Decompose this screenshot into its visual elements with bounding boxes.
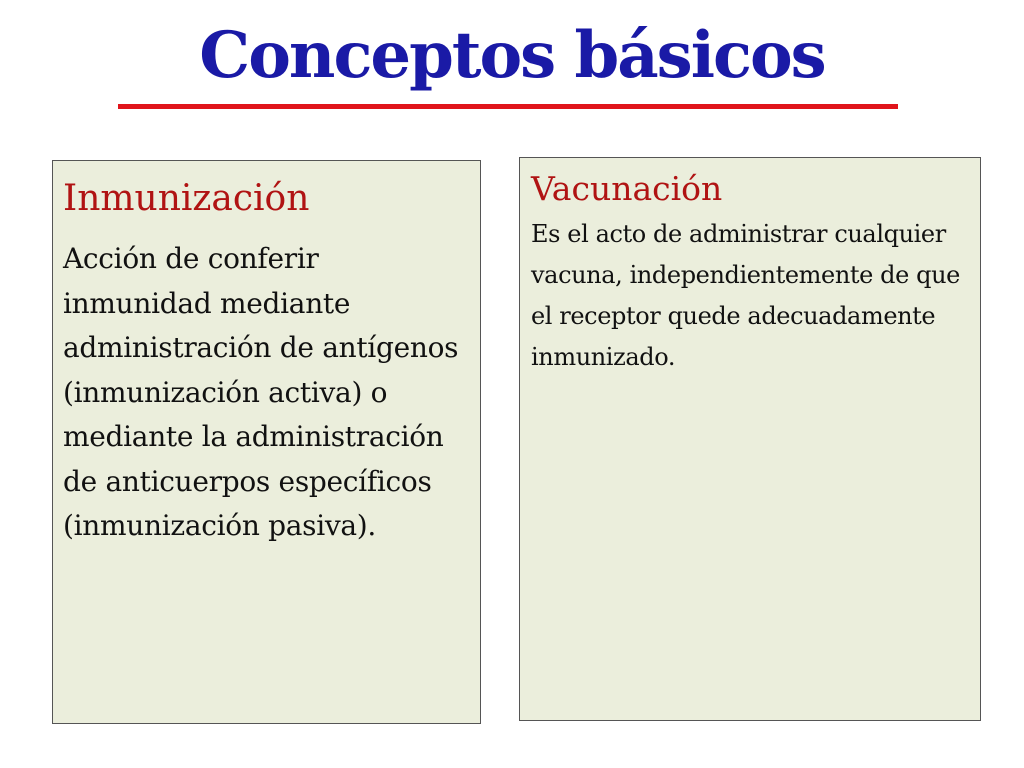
card-vacunacion bbox=[519, 157, 981, 721]
card-body-inmunizacion: Acción de conferir inmunidad mediante administración de antígenos (inmunización activa) o mediante la administración de anticuerpos específicos (inmunización pasiva). bbox=[63, 242, 459, 542]
card-heading-vacunacion: Vacunación bbox=[531, 169, 723, 208]
slide-title: Conceptos básicos bbox=[199, 18, 825, 93]
card-body-vacunacion: Es el acto de administrar cualquier vacuna, independientemente de que el receptor quede adecuadamente inmunizado. bbox=[531, 220, 960, 371]
title-underline bbox=[118, 104, 898, 109]
card-heading-inmunizacion: Inmunización bbox=[63, 178, 310, 219]
card-inmunizacion bbox=[52, 160, 481, 724]
